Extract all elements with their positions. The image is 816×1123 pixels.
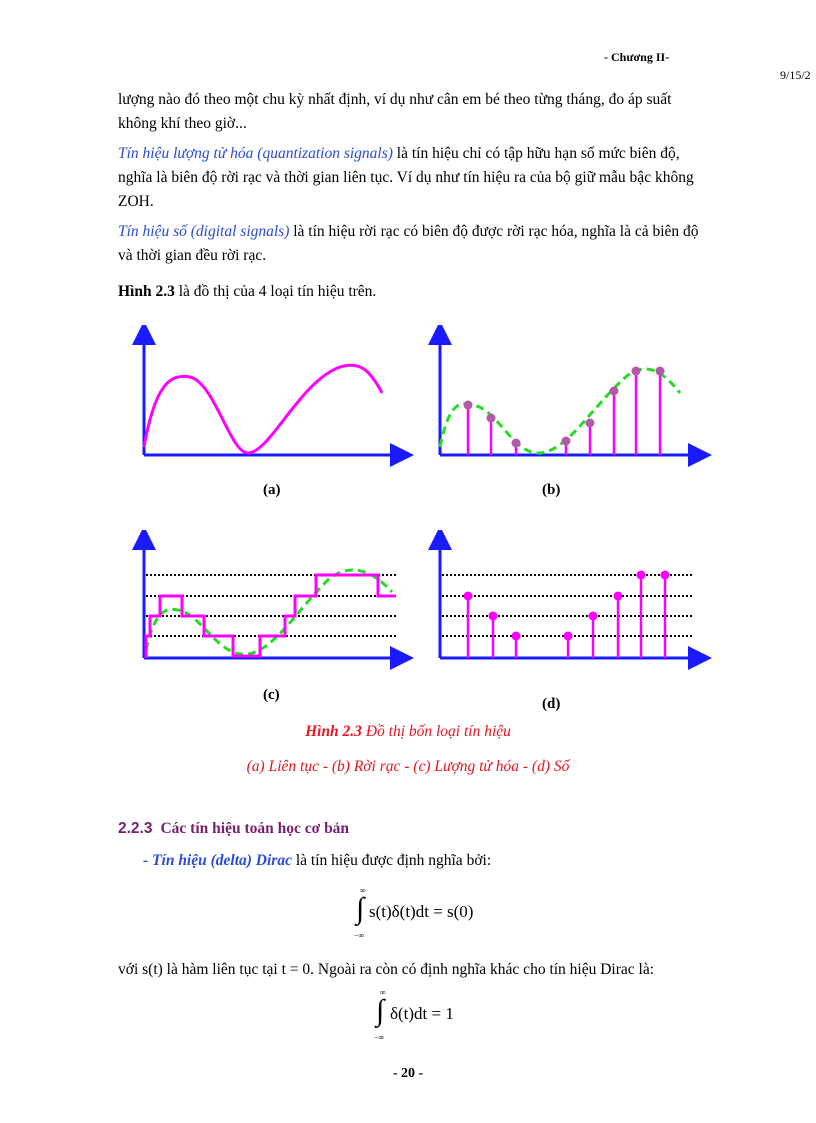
graph-c: [130, 530, 420, 675]
chapter-header: - Chương II-: [604, 50, 670, 64]
date-header: 9/15/2: [780, 68, 811, 82]
bullet-prefix: -: [143, 852, 153, 869]
sample-dots: [464, 367, 665, 448]
term-digital: Tín hiệu số (digital signals): [118, 223, 290, 240]
paragraph-2-line-2: nghĩa là biên độ rời rạc và thời gian liên tục. Ví dụ như tín hiệu ra của bộ giữ mẫu bậc không: [118, 169, 694, 186]
figure-caption: [0, 723, 816, 741]
section-number: 2.2.3: [118, 820, 153, 837]
paragraph-3-line-2: và thời gian đều rời rạc.: [118, 247, 267, 264]
label-c: (c): [263, 687, 280, 703]
formula1-lower-limit: −∞: [354, 931, 365, 940]
page-number: - 20 -: [392, 1066, 424, 1081]
paragraph-2: [118, 142, 722, 214]
figure-ref: Hình 2.3: [118, 283, 175, 300]
dirac-continuity-text: với s(t) là hàm liên tục tại t = 0. Ngoài ra còn có định nghĩa khác cho tín hiệu Dirac là:: [118, 961, 655, 978]
label-a: (a): [263, 482, 281, 498]
dirac-definition-text: là tín hiệu được định nghĩa bởi:: [291, 852, 492, 869]
term-quantization: Tín hiệu lượng tử hóa (quantization signals): [118, 145, 393, 162]
sample-dots: [464, 571, 670, 641]
formula2-body: δ(t)dt = 1: [390, 1004, 454, 1023]
label-b: (b): [542, 482, 561, 498]
paragraph-1-line-2: không khí theo giờ...: [118, 115, 247, 132]
dirac-definition: [143, 852, 491, 870]
section-heading: [118, 820, 349, 838]
label-d: (d): [542, 696, 561, 712]
caption-title: Đồ thị bốn loại tín hiệu: [361, 723, 511, 740]
term-dirac: Tín hiệu (delta) Dirac: [152, 852, 292, 869]
paragraph-1-line-1: lượng nào đó theo một chu kỳ nhất định, ví dụ như cân em bé theo từng tháng, đo áp suất: [118, 91, 672, 108]
graph-b: [428, 325, 718, 470]
formula1-body: s(t)δ(t)dt = s(0): [369, 902, 474, 921]
graph-d: [428, 530, 718, 675]
dashed-envelope: [440, 369, 680, 453]
graph-a: [130, 325, 420, 470]
paragraph-4: [118, 280, 722, 304]
section-title: Các tín hiệu toán học cơ bản: [160, 820, 350, 837]
quantization-levels: [442, 575, 692, 636]
continuous-signal: [144, 365, 382, 453]
formula1-upper-limit: ∞: [360, 886, 366, 895]
paragraph-3-line-1: là tín hiệu rời rạc có biên độ được rời rạc hóa, nghĩa là cả biên độ: [289, 223, 699, 240]
figure-caption-line-2: (a) Liên tục - (b) Rời rạc - (c) Lượng tử hóa - (d) Số: [246, 758, 570, 775]
formula2-integral: ∫: [376, 994, 385, 1027]
paragraph-4-text: là đồ thị của 4 loại tín hiệu trên.: [174, 283, 377, 300]
formula2-lower-limit: −∞: [374, 1033, 385, 1042]
caption-figure-number: Hình 2.3: [305, 723, 362, 740]
formula1-integral: ∫: [356, 892, 365, 925]
formula2-upper-limit: ∞: [380, 988, 386, 997]
paragraph-2-line-3: ZOH.: [118, 193, 154, 210]
paragraph-2-line-1: là tín hiệu chỉ có tập hữu hạn số mức biên độ,: [392, 145, 680, 162]
paragraph-1: [118, 88, 722, 136]
paragraph-3: [118, 220, 722, 268]
